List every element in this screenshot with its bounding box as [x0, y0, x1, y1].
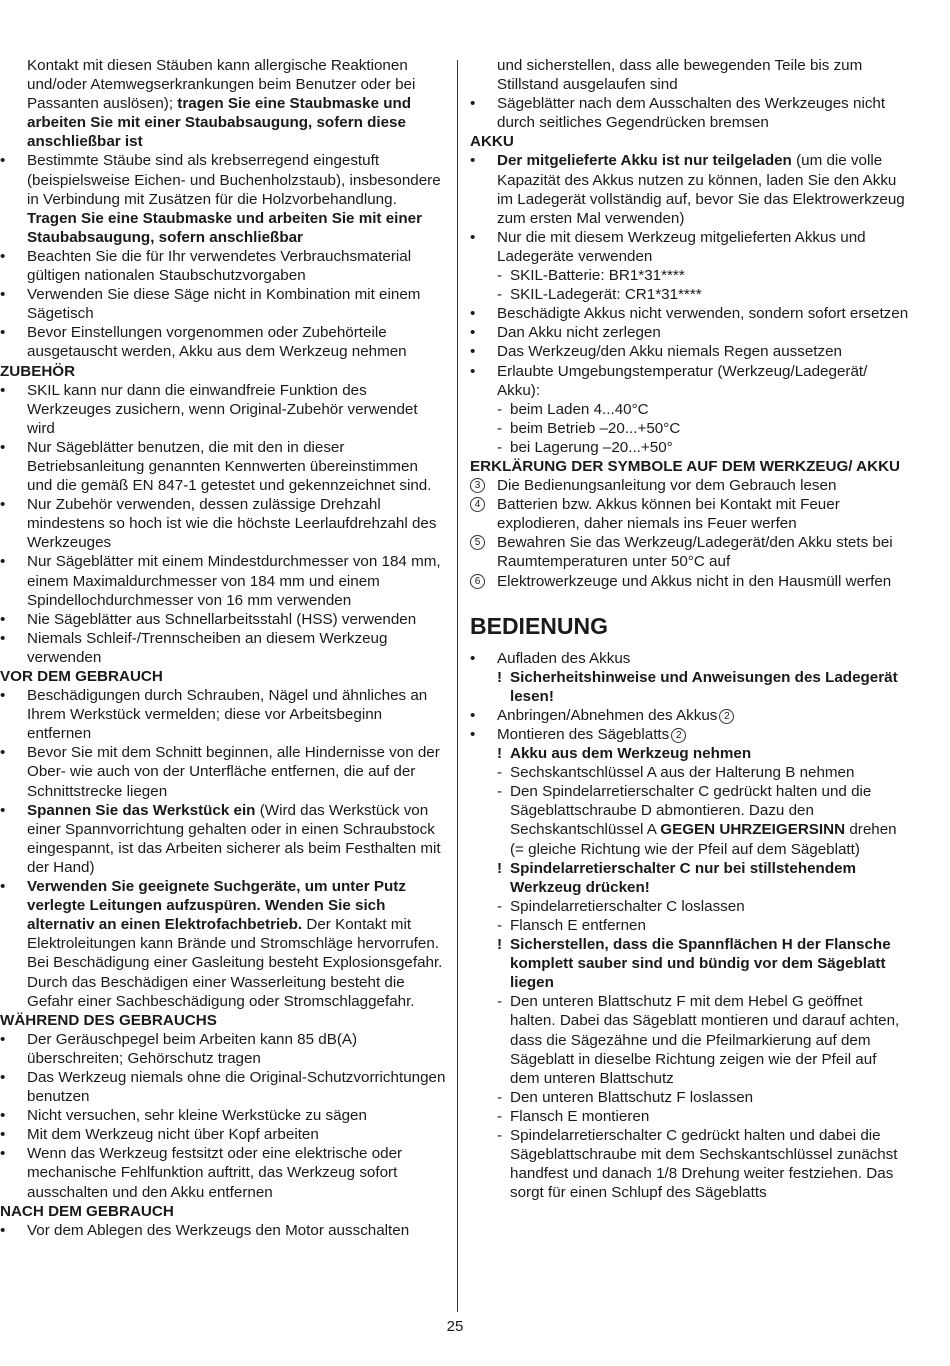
- symbol-number-icon: 5: [470, 535, 485, 550]
- heading-vor-dem-gebrauch: VOR DEM GEBRAUCH: [0, 668, 163, 685]
- warning-item: ! Sicherstellen, dass die Spannflächen H der Flansche komplett sauber sind und bündig vor dem Sägeblatt liegen: [497, 936, 891, 992]
- bullet-icon: •: [0, 1221, 6, 1239]
- bullet-icon: •: [0, 801, 6, 819]
- step-item: - Flansch E entfernen: [497, 916, 646, 934]
- waehrend-bullet-list: [0, 1030, 446, 1202]
- nach-bullet-list: [0, 1221, 446, 1240]
- heading-symbole: ERKLÄRUNG DER SYMBOLE AUF DEM WERKZEUG/ AKKU: [470, 457, 901, 475]
- heading-nach-dem-gebrauch: NACH DEM GEBRAUCH: [0, 1202, 174, 1220]
- symbol-item: 5 Bewahren Sie das Werkzeug/Ladegerät/den Akku stets bei Raumtemperaturen unter 50°C auf: [470, 533, 910, 571]
- list-item: • Bestimmte Stäube sind als krebserregend eingestuft (beispielsweise Eichen- und Buchenholzstaub), insbesondere in Verbindung mit Zusätzen für die Holzvorbehandlung. Tragen Sie eine Staubmaske und arbeiten Sie mit einer Staubabsaugung, sofern anschließbar: [0, 152, 441, 246]
- list-item: • Nur Sägeblätter mit einem Mindestdurchmesser von 184 mm, einem Maximaldurchmesser von 184 mm und einem Spindellochdurchmesser von 16 mm verwenden: [0, 553, 441, 609]
- bullet-icon: •: [0, 438, 6, 456]
- list-item: • Wenn das Werkzeug festsitzt oder eine elektrische oder mechanische Fehlfunktion auftritt, das Werkzeug sofort ausschalten und den Akku entfernen: [0, 1145, 403, 1201]
- page-number: 25: [446, 1318, 464, 1335]
- bullet-icon: •: [0, 553, 6, 571]
- symbol-number-icon: 3: [470, 478, 485, 493]
- step-item: - Den unteren Blattschutz F loslassen: [497, 1088, 754, 1106]
- bullet-icon: •: [470, 362, 476, 380]
- vor-bullet-list: [0, 686, 446, 1011]
- dust-bullet-list: [0, 151, 446, 361]
- figure-ref: 2: [719, 709, 734, 724]
- bullet-icon: •: [0, 1145, 6, 1163]
- left-column: [0, 56, 446, 1240]
- bullet-icon: •: [0, 496, 6, 514]
- continuation-text: und sicherstellen, dass alle bewegenden Teile bis zum Stillstand ausgelaufen sind: [497, 57, 863, 94]
- bullet-icon: •: [0, 687, 6, 705]
- heading-waehrend: WÄHREND DES GEBRAUCHS: [0, 1011, 217, 1029]
- list-item: • Verwenden Sie geeignete Suchgeräte, um unter Putz verlegte Leitungen aufzuspüren. Wenden Sie sich alternativ an einen Elektrofachbetrieb. Der Kontakt mit Elektroleitungen kann Brände und Stromschläge hervorrufen. Bei Beschädigung einer Gasleitung besteht Explosionsgefahr. Durch das Beschädigen einer Wasserleitung besteht die Gefahr einer Sachbeschädigung oder Stromschlaggefahr.: [0, 878, 443, 1010]
- list-item: • Vor dem Ablegen des Werkzeugs den Motor ausschalten: [0, 1221, 410, 1239]
- list-item: • Beschädigte Akkus nicht verwenden, sondern sofort ersetzen: [470, 305, 909, 323]
- list-item: • Niemals Schleif-/Trennscheiben an diesem Werkzeug verwenden: [0, 629, 388, 666]
- brake-bullet-list: [470, 94, 910, 132]
- bullet-icon: •: [0, 286, 6, 304]
- list-item: • Nur die mit diesem Werkzeug mitgelieferten Akkus und Ladegeräte verwenden: [470, 228, 866, 265]
- list-item: • Das Werkzeug/den Akku niemals Regen aussetzen: [470, 343, 843, 361]
- zubehoer-bullet-list: [0, 381, 446, 667]
- bullet-icon: •: [0, 152, 6, 170]
- warning-item: ! Sicherheitshinweise und Anweisungen des Ladegerät lesen!: [497, 668, 898, 705]
- step-item: - Sechskantschlüssel A aus der Halterung B nehmen: [497, 764, 855, 782]
- column-divider: [457, 60, 458, 1312]
- intro-continuation: Kontakt mit diesen Stäuben kann allergische Reaktionen und/oder Atemwegserkrankungen beim Benutzer oder bei Passanten auslösen); tragen Sie eine Staubmaske und arbeiten Sie mit einer Staubabsaugung, sofern diese anschließbar ist: [27, 57, 416, 151]
- heading-akku: AKKU: [470, 133, 514, 151]
- bullet-icon: •: [0, 610, 6, 628]
- list-item: • Beachten Sie die für Ihr verwendetes Verbrauchsmaterial gültigen nationalen Staubschutzvorgaben: [0, 247, 412, 285]
- step-item: - Spindelarretierschalter C gedrückt halten und dabei die Sägeblattschraube mit dem Sechskantschlüssel zunächst handfest und danach 1/8 Drehung weiter festziehen. Das sorgt für einen Schlupf des Sägeblatts: [497, 1126, 898, 1202]
- sub-item: - SKIL-Ladegerät: CR1*31****: [497, 286, 702, 304]
- list-item: • Spannen Sie das Werkstück ein (Wird das Werkstück von einer Spannvorrichtung gehalten oder in einen Schraubstock eingespannt, ist das Arbeiten sicherer als beim Festhalten mit der Hand): [0, 801, 441, 876]
- list-item: • SKIL kann nur dann die einwandfreie Funktion des Werkzeuges zusichern, wenn Original-Zubehör verwendet wird: [0, 381, 418, 437]
- bullet-icon: •: [0, 247, 6, 265]
- heading-zubehoer: ZUBEHÖR: [0, 362, 76, 380]
- akku-bullet-list-1: [470, 151, 910, 266]
- sub-item: - beim Betrieb –20...+50°C: [497, 419, 681, 437]
- bullet-icon: •: [470, 343, 476, 361]
- figure-ref: 2: [671, 728, 686, 743]
- bullet-icon: •: [470, 228, 476, 246]
- step-item: - Spindelarretierschalter C loslassen: [497, 897, 745, 915]
- list-item: • Bevor Sie mit dem Schnitt beginnen, alle Hindernisse von der Ober- wie auch von der Unterfläche entfernen, die auf der Schnittstrecke liegen: [0, 744, 440, 800]
- warning-item: ! Spindelarretierschalter C nur bei stillstehendem Werkzeug drücken!: [497, 859, 857, 896]
- list-item: • Dan Akku nicht zerlegen: [470, 324, 661, 342]
- bullet-icon: •: [0, 1068, 6, 1086]
- list-item: • Bevor Einstellungen vorgenommen oder Zubehörteile ausgetauscht werden, Akku aus dem Werkzeug nehmen: [0, 324, 407, 361]
- list-item: • Beschädigungen durch Schrauben, Nägel und ähnliches an Ihrem Werkstück vermelden; diese vor Arbeitsbeginn entfernen: [0, 687, 428, 743]
- sub-item: - beim Laden 4...40°C: [497, 400, 649, 418]
- bullet-icon: •: [0, 629, 6, 647]
- list-item: • Nicht versuchen, sehr kleine Werkstücke zu sägen: [0, 1107, 367, 1125]
- symbol-item: 4 Batterien bzw. Akkus können bei Kontakt mit Feuer explodieren, daher niemals ins Feuer werfen: [470, 495, 910, 533]
- bullet-icon: •: [0, 744, 6, 762]
- step-item: - Flansch E montieren: [497, 1107, 650, 1125]
- sub-item: - bei Lagerung –20...+50°: [497, 438, 673, 456]
- list-item: • Nur Zubehör verwenden, dessen zulässige Drehzahl mindestens so hoch ist wie die höchste Leerlaufdrehzahl des Werkzeuges: [0, 496, 437, 552]
- bullet-icon: •: [0, 324, 6, 342]
- bullet-icon: •: [470, 152, 476, 170]
- bullet-icon: •: [0, 381, 6, 399]
- temperature-sublist: [470, 400, 910, 457]
- sub-item: - SKIL-Batterie: BR1*31****: [497, 267, 685, 285]
- list-item: • Mit dem Werkzeug nicht über Kopf arbeiten: [0, 1126, 319, 1144]
- list-item: • Der mitgelieferte Akku ist nur teilgeladen (um die volle Kapazität des Akkus nutzen zu können, laden Sie den Akku im Ladegerät vollständig auf, bevor Sie das Elektrowerkzeug zum ersten Mal verwenden): [470, 152, 905, 227]
- list-item: • Sägeblätter nach dem Ausschalten des Werkzeuges nicht durch seitliches Gegendrücken bremsen: [470, 95, 886, 132]
- bullet-icon: •: [470, 305, 476, 323]
- bullet-icon: •: [0, 878, 6, 896]
- list-item: • Aufladen des Akkus: [470, 649, 631, 667]
- step-item: - Den Spindelarretierschalter C gedrückt halten und die Sägeblattschraube D abmontieren. Dazu den Sechskantschlüssel A GEGEN UHRZEIGERSINN drehen (= gleiche Richtung wie der Pfeil auf dem Sägeblatt): [497, 783, 897, 858]
- symbol-item: 6 Elektrowerkzeuge und Akkus nicht in den Hausmüll werfen: [470, 572, 910, 591]
- bullet-icon: •: [0, 1107, 6, 1125]
- step-item: - Den unteren Blattschutz F mit dem Hebel G geöffnet halten. Dabei das Sägeblatt montieren und darauf achten, dass die Sägezähne und die Pfeilmarkierung auf dem Sägeblatt in dieselbe Richtung zeigen wie der Pfeil auf dem unteren Blattschutz: [497, 993, 900, 1087]
- symbol-item: 3 Die Bedienungsanleitung vor dem Gebrauch lesen: [470, 476, 910, 495]
- bullet-icon: •: [470, 95, 476, 113]
- bullet-icon: •: [0, 1030, 6, 1048]
- list-item: • Nie Sägeblätter aus Schnellarbeitsstahl (HSS) verwenden: [0, 610, 417, 628]
- list-item: • Verwenden Sie diese Säge nicht in Kombination mit einem Sägetisch: [0, 286, 421, 323]
- right-column: [470, 56, 910, 1202]
- akku-bullet-list-2: [470, 304, 910, 399]
- bullet-icon: •: [0, 1126, 6, 1144]
- symbol-list: [470, 476, 910, 591]
- list-item: • Nur Sägeblätter benutzen, die mit den in dieser Betriebsanleitung genannten Kennwerten übereinstimmen und die gemäß EN 847-1 getestet und gekennzeichnet sind.: [0, 438, 432, 495]
- bullet-icon: •: [470, 324, 476, 342]
- list-item: • Der Geräuschpegel beim Arbeiten kann 85 dB(A) überschreiten; Gehörschutz tragen: [0, 1030, 358, 1067]
- list-item: • Erlaubte Umgebungstemperatur (Werkzeug/Ladegerät/ Akku):: [470, 362, 868, 399]
- akku-model-sublist: [470, 266, 910, 304]
- list-item: • Anbringen/Abnehmen des Akkus 2: [470, 706, 910, 725]
- list-item: • Montieren des Sägeblatts 2: [470, 725, 910, 744]
- symbol-number-icon: 4: [470, 497, 485, 512]
- warning-item: ! Akku aus dem Werkzeug nehmen: [497, 745, 752, 763]
- heading-bedienung: BEDIENUNG: [470, 612, 609, 639]
- list-item: • Das Werkzeug niemals ohne die Original-Schutzvorrichtungen benutzen: [0, 1068, 446, 1106]
- symbol-number-icon: 6: [470, 574, 485, 589]
